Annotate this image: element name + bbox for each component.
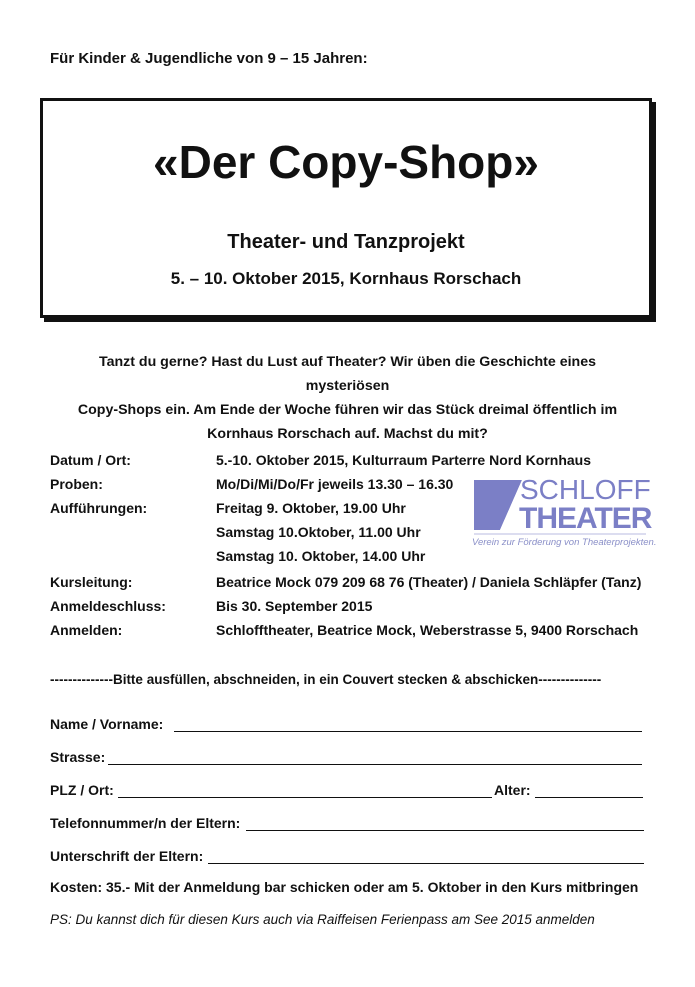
detail-value: Bis 30. September 2015 [216, 598, 373, 614]
intro-text [70, 350, 625, 446]
form-field-signature [50, 848, 647, 868]
title-box [40, 98, 652, 318]
form-field-street [50, 749, 645, 769]
detail-label: Datum / Ort: [50, 452, 131, 468]
field-label: PLZ / Ort: [50, 782, 114, 798]
costs-note: Kosten: 35.- Mit der Anmeldung bar schicken oder am 5. Oktober in den Kurs mitbringen [50, 879, 639, 895]
intro-line: Copy-Shops ein. Am Ende der Woche führen wir das Stück dreimal öffentlich im [77, 402, 618, 418]
cut-line: --------------Bitte ausfüllen, abschneiden, in ein Couvert stecken & abschicken-------------- [50, 672, 602, 687]
name-input-line[interactable] [174, 716, 642, 732]
detail-label: Kursleitung: [50, 574, 133, 590]
age-label: Alter: [494, 782, 531, 798]
phone-input-line[interactable] [246, 815, 644, 831]
street-input-line[interactable] [108, 749, 642, 765]
field-label: Strasse: [50, 749, 106, 765]
page-title: «Der Copy-Shop» [153, 136, 539, 188]
logo-tagline: Verein zur Förderung von Theaterprojekten. [472, 537, 657, 548]
logo-word-theater: THEATER [519, 502, 652, 535]
field-label: Telefonnummer/n der Eltern: [50, 815, 241, 831]
detail-value: Schlofftheater, Beatrice Mock, Weberstrasse 5, 9400 Rorschach [216, 622, 639, 638]
form-field-phone [50, 815, 647, 835]
project-subtitle: Theater- und Tanzprojekt [227, 231, 465, 253]
field-label: Unterschrift der Eltern: [50, 848, 204, 864]
form-field-plz [50, 782, 645, 802]
schlofftheater-logo [470, 472, 657, 554]
event-dates: 5. – 10. Oktober 2015, Kornhaus Rorschach [170, 269, 522, 288]
intro-line: Tanzt du gerne? Hast du Lust auf Theater? Wir üben die Geschichte eines mysteriösen [98, 354, 597, 394]
detail-value: Samstag 10. Oktober, 14.00 Uhr [216, 548, 426, 564]
detail-value: Beatrice Mock 079 209 68 76 (Theater) / Daniela Schläpfer (Tanz) [216, 574, 642, 590]
detail-value: 5.-10. Oktober 2015, Kulturraum Parterre Nord Kornhaus [216, 452, 591, 468]
detail-label: Aufführungen: [50, 500, 148, 516]
detail-value: Samstag 10.Oktober, 11.00 Uhr [216, 524, 421, 540]
ps-note: PS: Du kannst dich für diesen Kurs auch via Raiffeisen Ferienpass am See 2015 anmelden [50, 912, 595, 927]
form-field-name [50, 716, 645, 736]
intro-line: Kornhaus Rorschach auf. Machst du mit? [207, 426, 488, 442]
detail-label: Proben: [50, 476, 103, 492]
signature-input-line[interactable] [208, 848, 644, 864]
age-input-line[interactable] [535, 782, 643, 798]
detail-label: Anmeldeschluss: [50, 598, 166, 614]
field-label: Name / Vorname: [50, 716, 164, 732]
detail-value: Freitag 9. Oktober, 19.00 Uhr [216, 500, 406, 516]
detail-value: Mo/Di/Mi/Do/Fr jeweils 13.30 – 16.30 [216, 476, 454, 492]
detail-label: Anmelden: [50, 622, 123, 638]
audience-heading: Für Kinder & Jugendliche von 9 – 15 Jahren: [50, 50, 368, 67]
plz-input-line[interactable] [118, 782, 492, 798]
logo-word-schloff: SCHLOFF [520, 474, 651, 505]
